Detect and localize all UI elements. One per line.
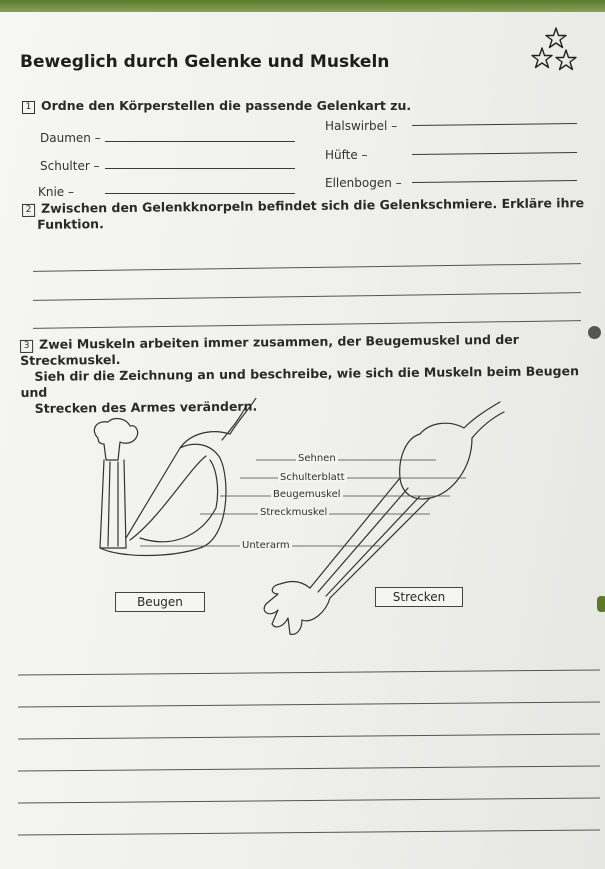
answer-line-schulter[interactable] <box>105 168 295 169</box>
task-1-number: 1 <box>22 101 35 114</box>
bent-muscle-shape <box>140 460 218 542</box>
task-2-line-2: Funktion. <box>37 216 104 232</box>
answer-line-daumen[interactable] <box>105 141 295 142</box>
item-halswirbel: Halswirbel – <box>325 119 398 133</box>
background-edge <box>597 596 605 612</box>
straight-upper-arm-outline <box>400 434 472 499</box>
label-schulterblatt: Schulterblatt <box>280 472 345 483</box>
task-2-line-1: Zwischen den Gelenkknorpeln befindet sich die Gelenkschmiere. Erkläre ihre <box>40 195 585 216</box>
task-2-prompt <box>22 195 584 233</box>
label-beugemuskel: Beugemuskel <box>273 489 341 500</box>
task-3-line-1: Zwei Muskeln arbeiten immer zusammen, der Beugemuskel und der Streckmuskel. <box>20 331 519 368</box>
bent-forearm-outline <box>100 460 126 548</box>
task-3-line-2: Sieh dir die Zeichnung an und beschreibe, wie sich die Muskeln beim Beugen und <box>20 363 580 400</box>
task-3-line-3: Strecken des Armes verändern. <box>34 398 258 416</box>
task-1-text: Ordne den Körperstellen die passende Gelenkart zu. <box>41 98 412 113</box>
label-unterarm: Unterarm <box>242 540 290 551</box>
answer-line-knie[interactable] <box>105 193 295 194</box>
item-schulter: Schulter – <box>40 159 100 173</box>
item-daumen: Daumen – <box>40 131 101 145</box>
label-streckmuskel: Streckmuskel <box>260 507 328 518</box>
bent-arm-hand-outline <box>94 419 137 460</box>
bent-shoulder-outline <box>180 398 256 448</box>
bent-upper-arm-outline <box>100 444 226 555</box>
bent-forearm-bone <box>108 462 118 546</box>
strecken-box: Strecken <box>375 587 463 607</box>
task-3-number: 3 <box>20 340 33 353</box>
page-title: Beweglich durch Gelenke und Muskeln <box>20 52 390 72</box>
task-2-number: 2 <box>22 204 35 217</box>
item-ellenbogen: Ellenbogen – <box>325 176 402 190</box>
item-huefte: Hüfte – <box>325 148 368 162</box>
straight-shoulder-outline <box>420 402 504 438</box>
beugen-box: Beugen <box>115 592 205 612</box>
task-1-prompt <box>22 98 411 114</box>
label-sehnen: Sehnen <box>298 453 336 464</box>
straight-forearm-bone <box>318 488 420 596</box>
item-knie: Knie – <box>38 185 75 199</box>
difficulty-stars-icon <box>528 26 580 78</box>
